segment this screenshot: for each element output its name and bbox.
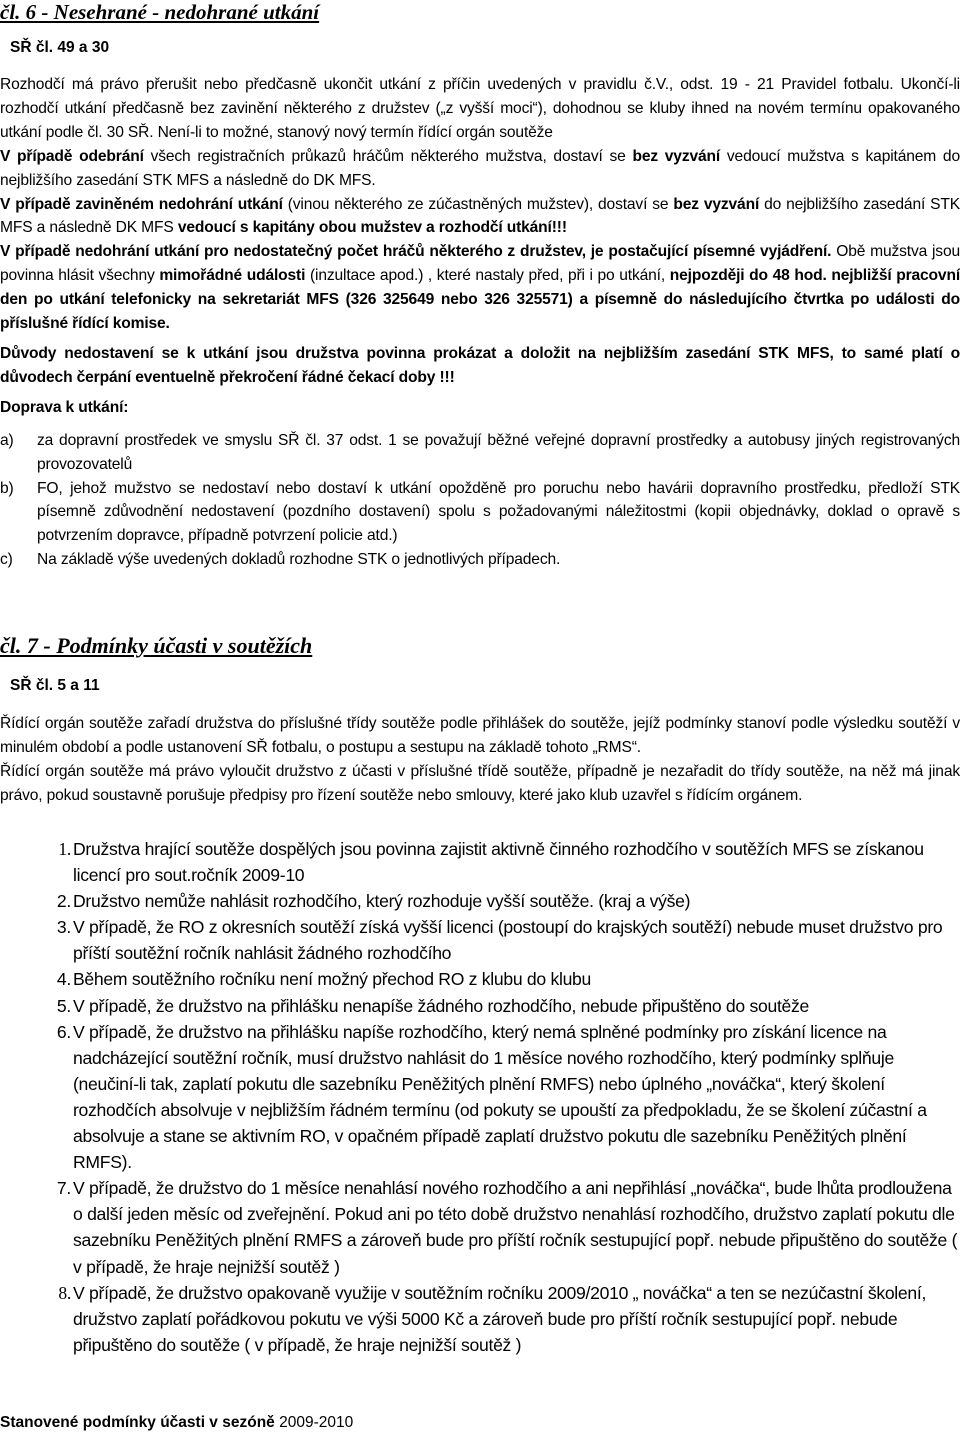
p3-text-2: do nejbližšího zasedání STK MFS a následně DK MFS: [0, 195, 960, 237]
numbered-item-number: 4.: [56, 969, 71, 990]
transport-item-marker: c): [0, 551, 13, 569]
numbered-item: [0, 888, 960, 914]
footer-note: [0, 1412, 353, 1434]
p3-bold-2: bez vyzvání: [673, 195, 760, 213]
conditions-numbered-list: [0, 836, 960, 1358]
numbered-item-number: 3.: [56, 917, 71, 938]
numbered-item: [0, 966, 960, 992]
transport-item-text: za dopravní prostředek ve smyslu SŘ čl. 37 odst. 1 se považují běžné veřejné dopravní prostředky a autobusy jiných registrovaných provozovatelů: [37, 431, 960, 473]
section6-paragraph-2: [0, 145, 960, 193]
numbered-item: [0, 1175, 960, 1279]
numbered-item-text: V případě, že družstvo na přihlášku nenapíše žádného rozhodčího, nebude připuštěno do soutěže: [73, 995, 810, 1016]
numbered-item-number: 2.: [56, 891, 71, 912]
transport-item: [0, 429, 960, 477]
footer-year-text: 2009-2010: [274, 1414, 354, 1431]
numbered-item-text: V případě, že družstvo na přihlášku napíše rozhodčího, který nemá splněné podmínky pro získání licence na nadcházející soutěžní ročník, musí družstvo nahlásit do 1 měsíce nového rozhodčího, který podmínky splňuje (neučiní-li tak, zaplatí pokutu dle sazebníku Peněžitých plnění RMFS) nebo úplného „nováčka“, který školení rozhodčích absolvuje v nejbližším řádném termínu (od pokuty se upouští za předpokladu, že se školení zúčastní a absolvuje a stane se aktivním RO, v opačném případě zaplatí družstvo pokutu dle sazebníku Peněžitých plnění RMFS).: [73, 1021, 927, 1173]
numbered-item: [0, 1280, 960, 1358]
numbered-item: [0, 836, 960, 888]
section7-paragraph-1: Řídící orgán soutěže zařadí družstva do příslušné třídy soutěže podle přihlášek do soutěže, jejíž podmínky stanoví podle výsledku soutěží v minulém období a podle ustanovení SŘ fotbalu, o postupu a sestupu na základě tohoto „RMS“.: [0, 715, 960, 756]
numbered-item-number: 6.: [56, 1021, 71, 1042]
section6-heading: čl. 6 - Nesehrané - nedohrané utkání: [0, 0, 320, 24]
transport-list: [0, 429, 960, 572]
section7-rule-reference: SŘ čl. 5 a 11: [10, 677, 100, 694]
p5-bold: Důvody nedostavení se k utkání jsou družstva povinna prokázat a doložit na nejbližším zasedání STK MFS, to samé platí o důvodech čerpání eventuelně překročení řádné čekací doby !!!: [0, 344, 960, 386]
section6-paragraph-5: [0, 342, 960, 390]
section6-paragraph-3: [0, 193, 960, 241]
transport-item-marker: a): [0, 431, 14, 449]
numbered-item: [0, 993, 960, 1019]
transport-item: [0, 477, 960, 549]
section6-body: [0, 73, 960, 572]
transport-heading: Doprava k utkání:: [0, 398, 129, 416]
section7-heading: čl. 7 - Podmínky účasti v soutěžích: [0, 633, 313, 658]
transport-item-text: Na základě výše uvedených dokladů rozhodne STK o jednotlivých případech.: [37, 551, 561, 569]
numbered-item-number: 7.: [56, 1178, 71, 1199]
transport-item: [0, 548, 960, 572]
numbered-item-text: Během soutěžního ročníku není možný přechod RO z klubu do klubu: [73, 969, 592, 990]
transport-item-text: FO, jehož mužstvo se nedostaví nebo dostaví k utkání opožděně pro poruchu nebo havárii dopravního prostředku, předloží STK písemně zdůvodnění nedostavení (pozdního dostavení) spolu s požadovanými náležitostmi (kopii objednávky, doklad o opravě s potvrzením dopravce, případně potvrzení policie atd.): [37, 479, 960, 545]
numbered-item-text: V případě, že RO z okresních soutěží získá vyšší licenci (postoupí do krajských soutěží) nebude muset družstvo pro příští soutěžní ročník nahlásit žádného rozhodčího: [73, 917, 943, 964]
p4-bold-1: V případě nedohrání utkání pro nedostatečný počet hráčů některého z družstev, je postačující písemné vyjádření.: [0, 243, 832, 261]
section7-paragraph-2: Řídící orgán soutěže má právo vyloučit družstvo z účasti v příslušné třídě soutěže, případně je nezařadit do třídy soutěže, na něž má jinak právo, pokud soustavně porušuje předpisy pro řízení soutěže nebo smlouvy, které jako klub uzavřel s řídícím orgánem.: [0, 762, 960, 804]
p2-bold-2: bez vyzvání: [632, 147, 721, 165]
numbered-item-text: V případě, že družstvo do 1 měsíce nenahlásí nového rozhodčího a ani nepřihlásí „nováčka“, bude lhůta prodloužena o další jeden měsíc od zveřejnění. Pokud ani po této době družstvo nenahlásí rozhodčího, družstvo zaplatí pokutu dle sazebníku Peněžitých plnění RMFS a zároveň bude pro příští ročník sestupující popř. nebude připuštěno do soutěže ( v případě, že hraje nejnižší soutěž ): [73, 1178, 958, 1277]
numbered-item-text: Družstva hrající soutěže dospělých jsou povinna zajistit aktivně činného rozhodčího v soutěžích MFS se získanou licencí pro sout.ročník 2009-10: [73, 839, 924, 886]
section6-paragraph-1: Rozhodčí má právo přerušit nebo předčasně ukončit utkání z příčin uvedených v pravidlu č.V., odst. 19 - 21 Pravidel fotbalu. Ukončí-li rozhodčí utkání předčasně bez zavinění některého z družstev („z vyšší moci“), dohodnou se kluby ihned na novém termínu opakovaného utkání podle čl. 30 SŘ. Není-li to možné, stanový nový termín řídící orgán soutěže: [0, 76, 960, 141]
footer-bold-text: Stanovené podmínky účasti v sezóně: [0, 1414, 275, 1431]
numbered-item-number: 1.: [58, 839, 71, 859]
p4-text-1: Obě mužstva jsou povinna hlásit všechny: [0, 243, 960, 285]
p2-text-2: vedoucí mužstva s kapitánem do nejbližšího zasedání STK MFS a následně do DK MFS.: [0, 147, 960, 189]
numbered-item: [0, 914, 960, 966]
p3-bold-1: V případě zaviněném nedohrání utkání: [0, 195, 283, 213]
numbered-item-text: Družstvo nemůže nahlásit rozhodčího, který rozhoduje vyšší soutěže. (kraj a výše): [73, 891, 691, 912]
p2-bold-1: V případě odebrání: [0, 147, 144, 165]
section6-paragraph-4: [0, 240, 960, 336]
numbered-item-number: 5.: [56, 995, 71, 1016]
p4-bold-2: mimořádné události: [159, 267, 306, 285]
numbered-item-number: 8.: [58, 1282, 71, 1303]
numbered-item: [0, 1019, 960, 1176]
p4-text-2: (inzultace apod.) , které nastaly před, při i po utkání,: [305, 267, 670, 285]
section6-rule-reference: SŘ čl. 49 a 30: [10, 39, 110, 56]
p3-text-1: (vinou některého ze zúčastněných mužstev), dostaví se: [282, 195, 674, 213]
p3-bold-3: vedoucí s kapitány obou mužstev a rozhodčí utkání!!!: [177, 219, 567, 237]
transport-item-marker: b): [0, 479, 14, 497]
p4-bold-3: nejpozději do 48 hod. nejbližší pracovní den po utkání telefonicky na sekretariát MFS (326 325649 nebo 326 325571) a písemně do následujícího čtvrtka po události do příslušné řídící komise.: [0, 267, 960, 333]
numbered-item-text: V případě, že družstvo opakovaně využije v soutěžním ročníku 2009/2010 „ nováčka“ a ten se nezúčastní školení, družstvo zaplatí pořádkovou pokutu ve výši 5000 Kč a zároveň bude pro příští ročník sestupující popř. nebude připuštěno do soutěže ( v případě, že hraje nejnižší soutěž ): [73, 1282, 927, 1355]
p2-text-1: všech registračních průkazů hráčům některého mužstva, dostaví se: [143, 147, 633, 165]
section7-body: [0, 712, 960, 808]
